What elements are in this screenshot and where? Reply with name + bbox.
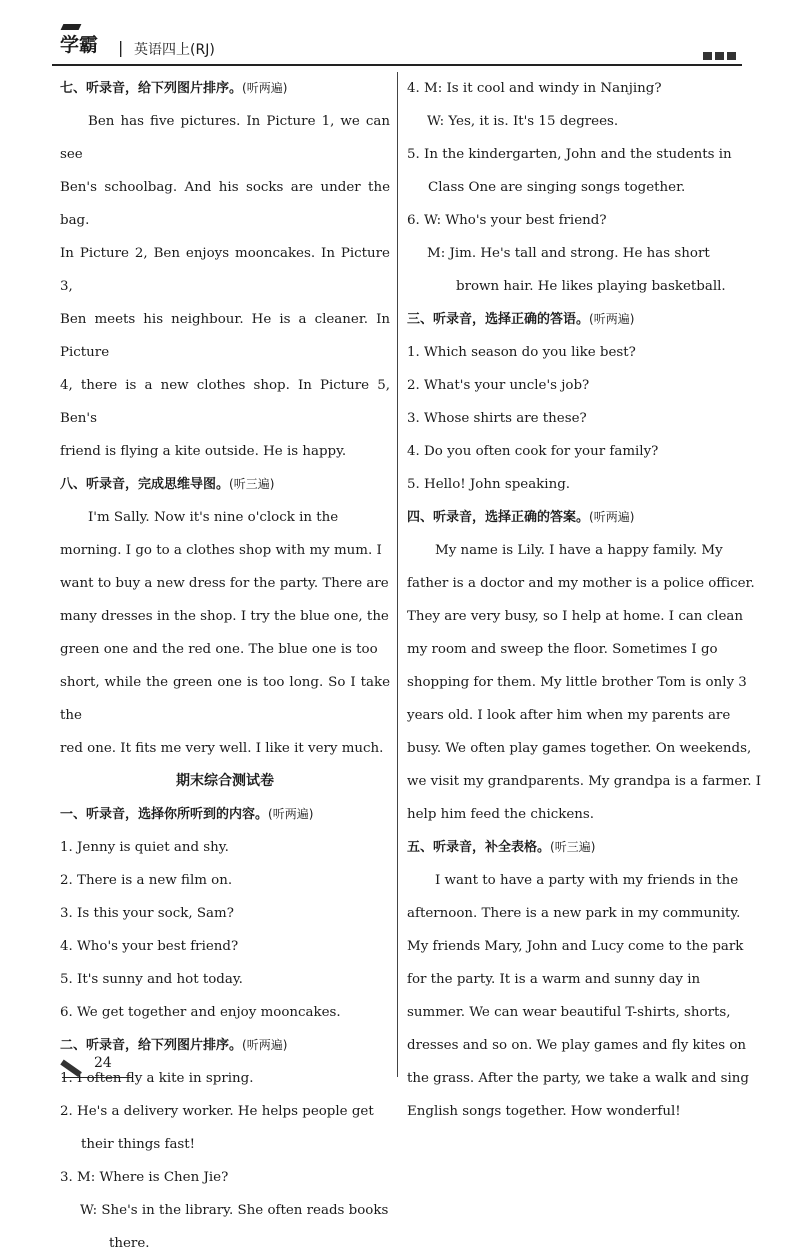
list-item-continuation: their things fast! [81, 1137, 196, 1152]
list-item: 3. Is this your sock, Sam? [60, 906, 234, 921]
page-header [52, 30, 742, 66]
brand-logo: 学霸 [60, 34, 99, 56]
book-title: 英语四上(RJ) [134, 42, 215, 58]
exam-section-1-heading: 一、听录音，选择你所听到的内容。(听两遍) [60, 807, 314, 822]
exam-section-5-heading: 五、听录音，补全表格。(听三遍) [407, 840, 596, 855]
exam-section-3-items [407, 336, 767, 501]
list-item: 4. Who's your best friend? [60, 939, 239, 954]
dialogue-line: M: Jim. He's tall and strong. He has short [427, 246, 710, 261]
column-divider [397, 72, 398, 1077]
dialogue-continuation: brown hair. He likes playing basketball. [456, 279, 726, 294]
list-item: 6. W: Who's your best friend? [407, 213, 607, 228]
exam-section-2-items [60, 1062, 390, 1260]
list-item: 1. Jenny is quiet and shy. [60, 840, 229, 855]
page-footer [62, 1053, 132, 1078]
list-item: 4. Do you often cook for your family? [407, 444, 659, 459]
header-separator: | [118, 38, 124, 57]
list-item: 4. M: Is it cool and windy in Nanjing? [407, 81, 662, 96]
page-number: 24 [94, 1055, 112, 1071]
left-column [60, 72, 390, 1260]
list-item: 5. It's sunny and hot today. [60, 972, 243, 987]
dialogue-line: W: Yes, it is. It's 15 degrees. [427, 114, 619, 129]
section-7-passage: Ben has five pictures. In Picture 1, we can see Ben's schoolbag. And his socks are under the bag. In Picture 2, Ben enjoys mooncakes. In Picture 3, Ben meets his neighbour. He is a cleaner. In Picture 4, there is a new clothes shop. In Picture 5, Ben's friend is flying a kite outside. He is happy. [60, 114, 390, 459]
header-squares-icon [703, 52, 736, 60]
dialogue-continuation: there. [109, 1236, 150, 1251]
section-8-passage: I'm Sally. Now it's nine o'clock in the morning. I go to a clothes shop with my mum. I want to buy a new dress for the party. There are many dresses in the shop. I try the blue one, the green one and the red one. The blue one is too short, while the green one is too long. So I take the red one. It fits me very well. I like it very much. [60, 510, 390, 756]
exam-section-2-heading: 二、听录音，给下列图片排序。(听两遍) [60, 1038, 288, 1053]
list-item: 2. He's a delivery worker. He helps people get [60, 1104, 374, 1119]
list-item: 1. I often fly a kite in spring. [60, 1071, 254, 1086]
pencil-icon [60, 1060, 81, 1078]
list-item: 5. Hello! John speaking. [407, 477, 571, 492]
list-item: 2. What's your uncle's job? [407, 378, 590, 393]
exam-section-4-passage: My name is Lily. I have a happy family. My father is a doctor and my mother is a police officer. They are very busy, so I help at home. I can clean my room and sweep the floor. Sometimes I go shopping for them. My little brother Tom is only 3 years old. I look after him when my parents are busy. We often play games together. On weekends, we visit my grandparents. My grandpa is a farmer. I help him feed the chickens. [407, 543, 762, 822]
exam-section-5-passage: I want to have a party with my friends in the afternoon. There is a new park in my community. My friends Mary, John and Lucy come to the park for the party. It is a warm and sunny day in summer. We can wear beautiful T-shirts, shorts, dresses and so on. We play games and fly kites on the grass. After the party, we take a walk and sing English songs together. How wonderful! [407, 873, 750, 1119]
exam-section-4-heading: 四、听录音，选择正确的答案。(听两遍) [407, 510, 635, 525]
right-column [407, 72, 767, 1128]
list-item: 5. In the kindergarten, John and the students in [407, 147, 732, 162]
section-8-heading: 八、听录音，完成思维导图。(听三遍) [60, 477, 275, 492]
list-item: 1. Which season do you like best? [407, 345, 636, 360]
exam-title: 期末综合测试卷 [176, 773, 274, 789]
section-7-heading: 七、听录音，给下列图片排序。(听两遍) [60, 81, 288, 96]
list-item: 3. M: Where is Chen Jie? [60, 1170, 229, 1185]
list-item-continuation: Class One are singing songs together. [428, 180, 686, 195]
exam-section-3-heading: 三、听录音，选择正确的答语。(听两遍) [407, 312, 635, 327]
dialogue-line: W: She's in the library. She often reads books [80, 1203, 389, 1218]
list-item: 2. There is a new film on. [60, 873, 233, 888]
list-item: 6. We get together and enjoy mooncakes. [60, 1005, 341, 1020]
exam-section-1-items [60, 831, 390, 1029]
list-item: 3. Whose shirts are these? [407, 411, 587, 426]
